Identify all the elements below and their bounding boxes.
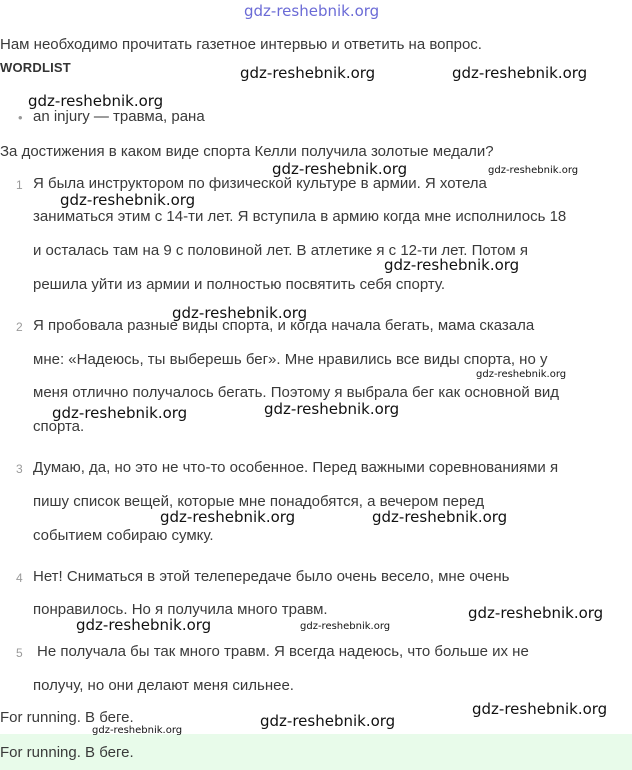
watermark: gdz-reshebnik.org (260, 712, 396, 730)
intro-text: Нам необходимо прочитать газетное интервью и ответить на вопрос. (0, 36, 482, 53)
paragraph-number: 1 (16, 178, 23, 192)
paragraph-line: мне: «Надеюсь, ты выберешь бег». Мне нравились все виды спорта, но у (33, 351, 548, 368)
watermark: gdz-reshebnik.org (452, 64, 588, 82)
watermark: gdz-reshebnik.org (476, 369, 567, 380)
watermark: gdz-reshebnik.org (488, 165, 579, 176)
watermark: gdz-reshebnik.org (384, 256, 520, 274)
watermark: gdz-reshebnik.org (472, 700, 608, 718)
watermark: gdz-reshebnik.org (372, 508, 508, 526)
paragraph-line: пишу список вещей, которые мне понадобятся, а вечером перед (33, 493, 485, 510)
paragraph-line: получу, но они делают меня сильнее. (33, 677, 294, 694)
watermark: gdz-reshebnik.org (52, 404, 188, 422)
paragraph-line: Я пробовала разные виды спорта, и когда начала бегать, мама сказала (33, 317, 535, 334)
watermark: gdz-reshebnik.org (28, 92, 164, 110)
paragraph-line: заниматься этим с 14-ти лет. Я вступила в армию когда мне исполнилось 18 (33, 208, 567, 225)
watermark: gdz-reshebnik.org (240, 64, 376, 82)
paragraph-line: спорта. (33, 418, 85, 435)
bullet-icon: • (18, 110, 23, 125)
watermark: gdz-reshebnik.org (160, 508, 296, 526)
paragraph-line: понравилось. Но я получила много травм. (33, 601, 328, 618)
question: За достижения в каком виде спорта Келли получила золотые медали? (0, 143, 494, 160)
watermark: gdz-reshebnik.org (264, 400, 400, 418)
top-watermark: gdz-reshebnik.org (244, 2, 380, 20)
watermark: gdz-reshebnik.org (92, 725, 183, 736)
paragraph-number: 3 (16, 462, 23, 476)
wordlist-item: an injury — травма, рана (33, 108, 205, 125)
paragraph-line: и осталась там на 9 с половиной лет. В атлетике я с 12-ти лет. Потом я (33, 242, 529, 259)
watermark: gdz-reshebnik.org (60, 191, 196, 209)
paragraph-line: решила уйти из армии и полностью посвятить себя спорту. (33, 276, 446, 293)
paragraph-number: 4 (16, 571, 23, 585)
watermark: gdz-reshebnik.org (468, 604, 604, 622)
paragraph-line: Нет! Сниматься в этой телепередаче было очень весело, мне очень (33, 568, 510, 585)
watermark: gdz-reshebnik.org (172, 304, 308, 322)
paragraph-number: 2 (16, 320, 23, 334)
watermark: gdz-reshebnik.org (300, 621, 391, 632)
answer-text: For running. В беге. (0, 709, 134, 726)
answer-highlight-text: For running. В беге. (0, 744, 134, 761)
wordlist-title: WORDLIST (0, 60, 71, 75)
watermark: gdz-reshebnik.org (272, 160, 408, 178)
paragraph-line: Не получала бы так много травм. Я всегда надеюсь, что больше их не (37, 643, 529, 660)
paragraph-line: Я была инструктором по физической культуре в армии. Я хотела (33, 175, 487, 192)
paragraph-line: событием собираю сумку. (33, 527, 214, 544)
paragraph-line: Думаю, да, но это не что-то особенное. Перед важными соревнованиями я (33, 459, 559, 476)
paragraph-number: 5 (16, 646, 23, 660)
paragraph-line: меня отлично получалось бегать. Поэтому я выбрала бег как основной вид (33, 384, 560, 401)
watermark: gdz-reshebnik.org (76, 616, 212, 634)
